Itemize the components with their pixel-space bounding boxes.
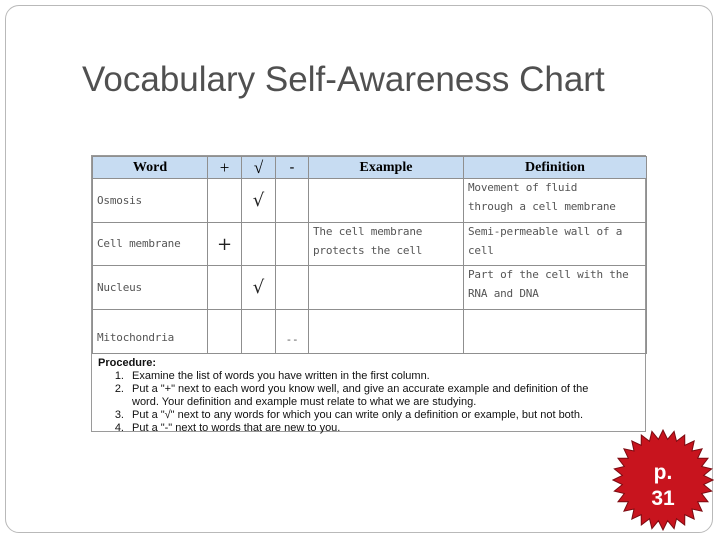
header-definition: Definition bbox=[464, 157, 647, 179]
header-word: Word bbox=[93, 157, 208, 179]
check-cell bbox=[242, 310, 276, 354]
minus-cell bbox=[276, 223, 309, 266]
check-cell bbox=[242, 223, 276, 266]
step-number: 2. bbox=[114, 383, 124, 395]
minus-cell bbox=[276, 310, 309, 354]
word-cell bbox=[93, 266, 208, 310]
word-text: Mitochondria bbox=[97, 331, 175, 344]
word-cell bbox=[93, 179, 208, 223]
example-line: The cell membrane bbox=[313, 225, 423, 238]
badge-line-2: 31 bbox=[651, 487, 675, 510]
definition-line: Part of the cell with the bbox=[468, 268, 629, 281]
check-mark: √ bbox=[252, 277, 265, 298]
step-text: Put a "-" next to words that are new to you. bbox=[132, 422, 341, 434]
step-number bbox=[98, 396, 132, 409]
definition-line: Movement of fluid bbox=[468, 181, 578, 194]
procedure-step bbox=[98, 383, 639, 396]
minus-cell bbox=[276, 179, 309, 223]
definition-line: cell bbox=[468, 244, 494, 257]
table-row bbox=[93, 266, 647, 310]
table-header-row bbox=[93, 157, 647, 179]
step-text: Examine the list of words you have written in the first column. bbox=[132, 370, 430, 382]
procedure-heading: Procedure: bbox=[98, 357, 157, 369]
word-text: Cell membrane bbox=[97, 237, 181, 250]
definition-cell bbox=[464, 223, 647, 266]
header-minus: - bbox=[276, 157, 309, 179]
definition-line: through a cell membrane bbox=[468, 200, 616, 213]
table-row bbox=[93, 179, 647, 223]
plus-mark: + bbox=[216, 233, 233, 255]
example-cell bbox=[309, 266, 464, 310]
badge-label bbox=[612, 460, 714, 512]
procedure-step bbox=[98, 370, 639, 383]
definition-line: RNA and DNA bbox=[468, 287, 539, 300]
plus-cell bbox=[208, 266, 242, 310]
example-line: protects the cell bbox=[313, 244, 423, 257]
step-number: 4. bbox=[114, 422, 124, 434]
example-cell bbox=[309, 223, 464, 266]
step-number: 1. bbox=[114, 370, 124, 382]
step-text: Put a "√" next to any words for which you can write only a definition or example, but not both. bbox=[132, 409, 584, 421]
step-text: word. Your definition and example must relate to what we are studying. bbox=[132, 396, 477, 408]
word-cell bbox=[93, 223, 208, 266]
minus-mark: -- bbox=[285, 333, 299, 346]
example-cell bbox=[309, 310, 464, 354]
word-cell bbox=[93, 310, 208, 354]
badge-line-1: p. bbox=[653, 461, 673, 484]
definition-cell bbox=[464, 310, 647, 354]
minus-cell bbox=[276, 266, 309, 310]
vocabulary-chart bbox=[91, 155, 646, 432]
procedure-section bbox=[92, 354, 645, 435]
header-check: √ bbox=[242, 157, 276, 179]
example-cell bbox=[309, 179, 464, 223]
page-reference-badge bbox=[612, 422, 714, 532]
step-text: Put a "+" next to each word you know well, and give an accurate example and definition of the bbox=[132, 383, 589, 395]
definition-cell bbox=[464, 179, 647, 223]
check-cell bbox=[242, 179, 276, 223]
check-cell bbox=[242, 266, 276, 310]
vocabulary-table bbox=[92, 156, 647, 354]
step-number: 3. bbox=[114, 409, 124, 421]
plus-cell bbox=[208, 179, 242, 223]
header-plus: + bbox=[208, 157, 242, 179]
procedure-step bbox=[98, 409, 639, 422]
definition-cell bbox=[464, 266, 647, 310]
check-mark: √ bbox=[252, 190, 265, 211]
procedure-step bbox=[98, 422, 639, 435]
word-text: Osmosis bbox=[97, 193, 142, 207]
definition-line: Semi-permeable wall of a bbox=[468, 225, 623, 238]
plus-cell bbox=[208, 310, 242, 354]
plus-cell bbox=[208, 223, 242, 266]
header-example: Example bbox=[309, 157, 464, 179]
table-row bbox=[93, 310, 647, 354]
word-text: Nucleus bbox=[97, 280, 142, 294]
procedure-step bbox=[98, 396, 639, 409]
table-row bbox=[93, 223, 647, 266]
slide-title: Vocabulary Self-Awareness Chart bbox=[82, 60, 605, 99]
